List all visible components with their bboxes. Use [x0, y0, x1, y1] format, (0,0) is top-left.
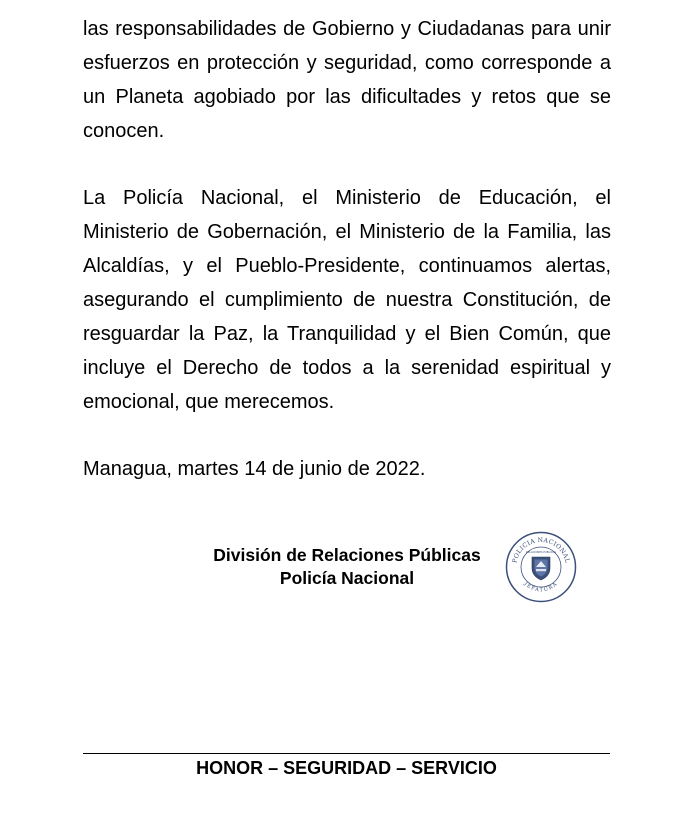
seal-bottom-text: JEFATURA — [522, 581, 560, 594]
signature-institution: Policía Nacional — [279, 568, 415, 588]
signature-division: División de Relaciones Públicas — [213, 545, 481, 565]
signature-block — [190, 544, 504, 590]
footer-motto: HONOR – SEGURIDAD – SERVICIO — [196, 758, 497, 778]
footer-divider — [83, 753, 610, 754]
seal-inner-text: RELACIONES PUBLICAS — [525, 551, 557, 554]
paragraph-institutions: La Policía Nacional, el Ministerio de Educación, el Ministerio de Gobernación, el Ministerio de la Familia, las Alcaldías, y el Pueblo-Presidente, continuamos alertas, asegurando el cumplimiento de nuestra Constitución, de resguardar la Paz, la Tranquilidad y el Bien Común, que incluye el Derecho de todos a la serenidad espiritual y emocional, que merecemos. — [83, 187, 611, 413]
document-body — [83, 12, 611, 486]
seal-top-text: POLICIA NACIONAL — [511, 536, 571, 564]
paragraph-responsibilities: las responsabilidades de Gobierno y Ciudadanas para unir esfuerzos en protección y seguridad, como corresponde a un Planeta agobiado por las dificultades y retos que se conocen. — [83, 18, 611, 142]
dateline: Managua, martes 14 de junio de 2022. — [83, 458, 426, 480]
police-seal-icon — [505, 531, 577, 603]
